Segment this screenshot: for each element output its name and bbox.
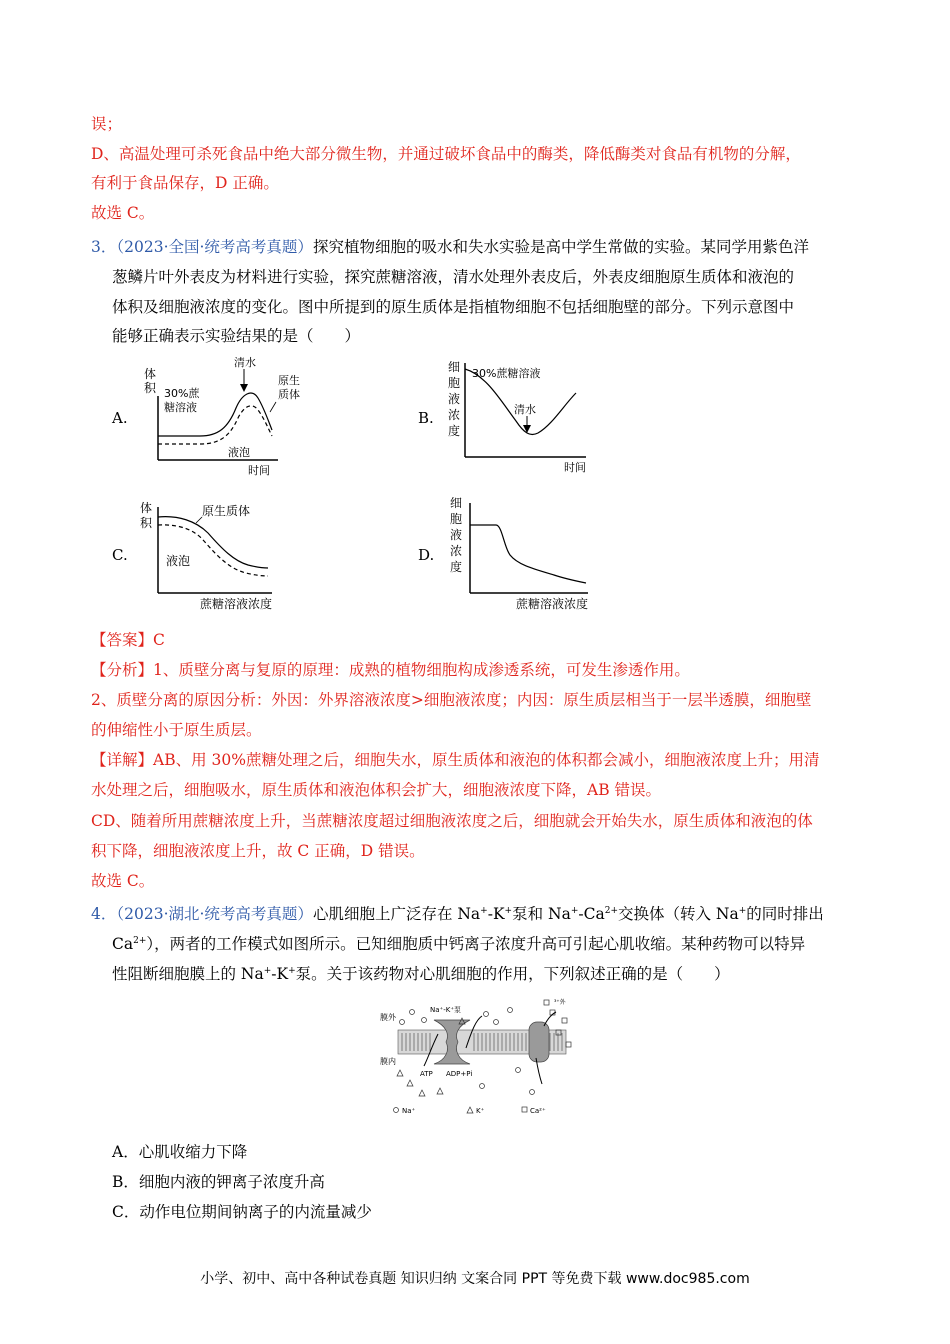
figure-b-xlabel: 时间: [564, 461, 586, 474]
prev-line-3: 有利于食品保存，D 正确。: [91, 174, 279, 192]
option-a: A．心肌收缩力下降: [112, 1143, 248, 1161]
figure-a-ylabel-2: 积: [144, 381, 157, 395]
figure-c-letter: C.: [112, 546, 128, 564]
figure-d-ylabel-1: 细: [450, 496, 463, 510]
detail-line-2: 水处理之后，细胞吸水，原生质体和液泡体积会扩大，细胞液浓度下降，AB 错误。: [91, 781, 662, 799]
legend-na: Na⁺: [402, 1107, 416, 1115]
figure-b-graph: [446, 357, 596, 477]
figure-a-graph: [138, 350, 300, 480]
q4-text-f: 的同时排出: [746, 905, 824, 923]
figure-b-ylabel-5: 度: [448, 424, 461, 438]
page-footer: 小学、初中、高中各种试卷真题 知识归纳 文案合同 PPT 等免费下载 www.doc985.com: [200, 1271, 750, 1287]
q4-text-b: -K: [487, 905, 505, 923]
question-4-line-1: [91, 904, 824, 924]
membrane-inside-label: 膜内: [380, 1057, 396, 1066]
figure-d-letter: D.: [418, 546, 435, 564]
question-4-line-2: [112, 934, 805, 954]
pump-label: Na⁺-K⁺泵: [430, 1006, 462, 1014]
prev-line-2: D、高温处理可杀死食品中绝大部分微生物，并通过破坏食品中的酶类，降低酶类对食品有机物的分解，: [91, 145, 801, 163]
figure-a-proto-1: 原生: [278, 374, 300, 387]
q4-ca: Ca: [112, 935, 134, 953]
q4-text-h: 性阻断细胞膜上的 Na: [112, 965, 264, 983]
figure-c-graph: [138, 495, 288, 613]
detail-line-3: CD、随着所用蔗糖浓度上升，当蔗糖浓度超过细胞液浓度之后，细胞就会开始失水，原生质体和液泡的体: [91, 812, 813, 830]
figure-b-ylabel-3: 液: [448, 392, 461, 406]
prev-line-1: 误；: [91, 115, 123, 133]
question-source: （2023·全国·统考高考真题）: [116, 238, 313, 256]
figure-b-water: 清水: [514, 403, 536, 416]
legend-ca-symbol: [522, 1107, 527, 1112]
figure-a-sucrose-1: 30%蔗: [164, 387, 200, 400]
analysis-tag: 【分析】: [91, 661, 154, 679]
analysis-line-3: 的伸缩性小于原生质层。: [91, 721, 262, 739]
question-3-line-2: 葱鳞片叶外表皮为材料进行实验，探究蔗糖溶液，清水处理外表皮后，外表皮细胞原生质体和液泡的: [112, 268, 795, 286]
figure-d-ylabel-3: 液: [450, 528, 463, 542]
legend-na-symbol: [394, 1108, 399, 1113]
figure-a-water: 清水: [234, 356, 256, 369]
figure-b-sucrose: 30%蔗糖溶液: [472, 367, 541, 380]
q4-text-i: -K: [271, 965, 289, 983]
figure-c-proto: 原生质体: [202, 504, 251, 518]
question-3-line-3: 体积及细胞液浓度的变化。图中所提到的原生质体是指植物细胞不包括细胞壁的部分。下列示意图中: [112, 298, 795, 316]
corner-label: ³⁺外: [554, 999, 566, 1006]
question-source: （2023·湖北·统考高考真题）: [116, 905, 313, 923]
figure-b-ylabel-1: 细: [448, 360, 461, 374]
choose-line: 故选 C。: [91, 872, 155, 890]
analysis-line-2: 2、质壁分离的原因分析：外因：外界溶液浓度>细胞液浓度；内因：原生质层相当于一层半透膜，细胞壁: [91, 691, 812, 709]
q4-text-j: 泵。关于该药物对心肌细胞的作用，下列叙述正确的是（ ）: [295, 965, 730, 983]
sup-plus: +: [504, 906, 513, 916]
figure-d-ylabel-5: 度: [450, 560, 463, 574]
figure-d-graph: [446, 495, 596, 613]
figure-c-ylabel-1: 体: [140, 501, 153, 515]
sup-plus: +: [288, 966, 296, 976]
analysis-text: 1、质壁分离与复原的原理：成熟的植物细胞构成渗透系统，可发生渗透作用。: [153, 661, 690, 679]
detail-line-4: 积下降，细胞液浓度上升，故 C 正确，D 错误。: [91, 842, 425, 860]
figure-a-proto-pointer: [270, 402, 276, 412]
question-3-line-1: [91, 237, 809, 257]
question-text: 探究植物细胞的吸水和失水实验是高中学生常做的实验。某同学用紫色洋: [312, 238, 809, 256]
sup-plus: +: [480, 906, 488, 916]
q4-text-g: ），两者的工作模式如图所示。已知细胞质中钙离子浓度升高可引起心肌收缩。某种药物可以特异: [146, 935, 806, 953]
figure-d-curve: [470, 525, 586, 583]
figure-a-xlabel: 时间: [248, 464, 270, 477]
analysis-line-1: [91, 660, 690, 680]
question-number: 4．: [91, 905, 117, 923]
figure-a-ylabel-1: 体: [144, 367, 157, 381]
legend-k-symbol: [467, 1107, 473, 1113]
answer: 【答案】C: [91, 631, 165, 649]
prev-line-4: 故选 C。: [91, 204, 155, 222]
sup-plus: +: [570, 906, 579, 916]
figure-b-ylabel-4: 浓: [448, 408, 461, 422]
option-b: B．细胞内液的钾离子浓度升高: [112, 1173, 325, 1191]
detail-line-1: [91, 750, 819, 770]
figure-c-vacuole-curve: [158, 525, 268, 576]
na-ca-exchanger-protein: [529, 1022, 549, 1062]
sup-plus: +: [263, 966, 272, 976]
q4-text-d: -Ca: [578, 905, 605, 923]
detail-tag: 【详解】: [91, 751, 154, 769]
q4-text-e: 交换体（转入 Na: [618, 905, 739, 923]
figure-a-proto-2: 质体: [278, 388, 300, 401]
sup-2plus: 2+: [604, 906, 618, 916]
q4-text-c: 泵和 Na: [512, 905, 571, 923]
figure-a-vacuole: 液泡: [228, 446, 250, 459]
atp-label: ATP: [420, 1070, 433, 1078]
figure-a-sucrose-2: 糖溶液: [164, 401, 197, 414]
figure-c-proto-pointer: [196, 517, 202, 523]
figure-b-ylabel-2: 胞: [448, 376, 461, 390]
figure-d-ylabel-2: 胞: [450, 512, 463, 526]
adp-label: ADP+Pi: [446, 1070, 473, 1078]
question-number: 3．: [91, 238, 117, 256]
legend-k: K⁺: [476, 1107, 485, 1115]
membrane-outside-label: 膜外: [380, 1013, 396, 1022]
detail-text: AB、用 30%蔗糖处理之后，细胞失水，原生质体和液泡的体积都会减小，细胞液浓度上升；用清: [153, 751, 820, 769]
figure-c-ylabel-2: 积: [140, 516, 153, 530]
question-3-line-4: 能够正确表示实验结果的是（ ）: [112, 327, 361, 345]
figure-d-ylabel-4: 浓: [450, 544, 463, 558]
figure-c-vacuole: 液泡: [166, 554, 191, 568]
sup-2plus: 2+: [133, 936, 147, 946]
question-4-line-3: [112, 964, 730, 984]
figure-a-water-arrowhead: [240, 384, 248, 392]
option-c: C．动作电位期间钠离子的内流量减少: [112, 1203, 372, 1221]
membrane-figure: [376, 990, 576, 1130]
figure-a-letter: A.: [112, 409, 128, 427]
figure-d-xlabel: 蔗糖溶液浓度: [516, 597, 589, 611]
q4-text-a: 心肌细胞上广泛存在 Na: [312, 905, 481, 923]
figure-c-xlabel: 蔗糖溶液浓度: [200, 597, 273, 611]
sup-plus: +: [738, 906, 747, 916]
figure-b-letter: B.: [418, 409, 434, 427]
figure-b-water-arrowhead: [523, 425, 531, 433]
legend-ca: Ca²⁺: [530, 1107, 546, 1115]
